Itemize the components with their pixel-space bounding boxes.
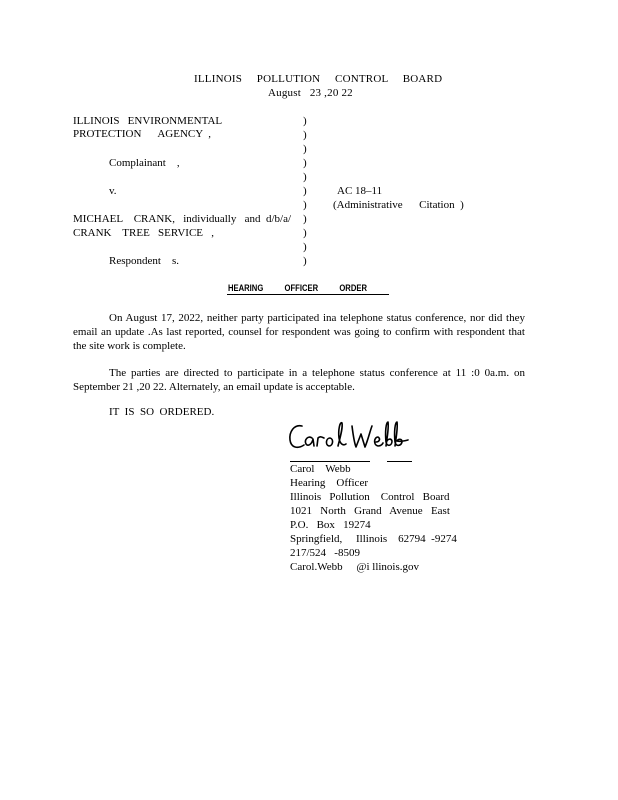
signer-city: Springfield, Illinois 62794 -9274 xyxy=(290,533,457,545)
handwritten-signature xyxy=(286,418,416,458)
caption-bracket: ) xyxy=(303,143,307,155)
respondent-name-line1: MICHAEL CRANK, individually and d/b/a/ xyxy=(73,213,292,225)
caption-bracket: ) xyxy=(303,157,307,169)
signature-line-end xyxy=(387,461,412,462)
signer-street: 1021 North Grand Avenue East xyxy=(290,505,450,517)
signer-organization: Illinois Pollution Control Board xyxy=(290,491,450,503)
paragraph-directive: The parties are directed to participate in a telephone status conference at 11 :0 0a.m. on September 21 ,20 22. Alternately, an email update is acceptable. xyxy=(73,367,525,393)
signer-po-box: P.O. Box 19274 xyxy=(290,519,371,531)
case-number: AC 18–11 xyxy=(337,185,383,197)
signer-title: Hearing Officer xyxy=(290,477,368,489)
board-name: ILLINOIS POLLUTION CONTROL BOARD xyxy=(194,73,443,85)
respondent-name-line2: CRANK TREE SERVICE , xyxy=(73,227,215,239)
versus: v. xyxy=(109,185,117,197)
caption-bracket: ) xyxy=(303,185,307,197)
signer-phone: 217/524 -8509 xyxy=(290,547,360,559)
order-date: August 23 ,20 22 xyxy=(268,87,353,99)
complainant-name-line2: PROTECTION AGENCY , xyxy=(73,128,212,140)
caption-bracket: ) xyxy=(303,115,307,127)
complainant-label: Complainant , xyxy=(109,157,180,169)
complainant-name-line1: ILLINOIS ENVIRONMENTAL xyxy=(73,115,223,127)
caption-bracket: ) xyxy=(303,171,307,183)
caption-bracket: ) xyxy=(303,227,307,239)
case-type: (Administrative Citation ) xyxy=(333,199,464,211)
caption-bracket: ) xyxy=(303,255,307,267)
order-title: HEARING OFFICER ORDER xyxy=(228,283,367,293)
caption-bracket: ) xyxy=(303,199,307,211)
caption-bracket: ) xyxy=(303,241,307,253)
signer-name: Carol Webb xyxy=(290,463,351,475)
order-title-underline xyxy=(227,294,389,295)
closing-statement: IT IS SO ORDERED. xyxy=(109,406,215,418)
caption-bracket: ) xyxy=(303,129,307,141)
signature-line xyxy=(290,461,370,462)
caption-bracket: ) xyxy=(303,213,307,225)
signer-email: Carol.Webb @i llinois.gov xyxy=(290,561,420,573)
respondent-label: Respondent s. xyxy=(109,255,179,267)
paragraph-status: On August 17, 2022, neither party participated ina telephone status conference, nor did they email an update .As last reported, counsel for respondent was going to confirm with respondent that the site work is complete. xyxy=(73,312,525,352)
